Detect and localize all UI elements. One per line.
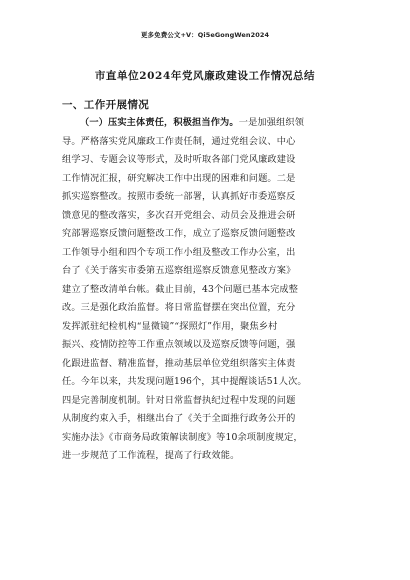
paragraph-line: 振兴、疫情防控等工作重点领域以及巡察反馈等问题，强 [62, 339, 296, 350]
paragraph-line: 四是完善制度机制。针对日常监督执纪过程中发现的问题 [62, 394, 296, 406]
paragraph-line: 化跟进监督、精准监督，推动基层单位党组织落实主体责 [62, 357, 296, 369]
paragraph-line: 发挥派驻纪检机构“显微镜”“探照灯”作用，聚焦乡村 [62, 320, 278, 332]
paragraph-line: 建立了整改清单台帐。截止目前，43个问题已基本完成整 [62, 283, 299, 295]
paragraph-line: 馈意见的整改落实，多次召开党组会、动员会及推进会研 [62, 209, 296, 221]
paragraph-line: 实施办法》《市商务局政策解读制度》等10余项制度规定， [62, 431, 303, 443]
paragraph-line: 台了《关于落实市委第五巡察组巡察反馈意见整改方案》 [62, 265, 296, 276]
paragraph-line: 改。三是强化政治监督。将日常监督摆在突出位置，充分 [62, 302, 296, 313]
paragraph-line: 任。今年以来，共发现问题196个，其中提醒谈话51人次。 [62, 376, 307, 387]
document-title: 市直单位2024年党风廉政建设工作情况总结 [94, 70, 316, 82]
paragraph-line: 抓实巡察整改。按照市委统一部署，认真抓好市委巡察反 [62, 191, 296, 202]
paragraph-line [62, 114, 350, 133]
paragraph-line: 工作领导小组和四个专项工作小组及整改工作办公室，出 [62, 246, 296, 258]
paragraph-line: 导。严格落实党风廉政工作责任制，通过党组会议、中心 [62, 135, 296, 147]
paragraph-body [62, 114, 350, 466]
paragraph-line: 工作情况汇报，研究解决工作中出现的困难和问题。二是 [62, 172, 296, 184]
paragraph-line: 究部署巡察反馈问题整改工作，成立了巡察反馈问题整改 [62, 228, 296, 239]
header-note: 更多免费公文+V：Qi5eGongWen2024 [140, 31, 270, 39]
paragraph-line: 从制度约束入手，相继出台了《关于全面推行政务公开的 [62, 413, 296, 424]
sub-heading-responsibility: （一）压实主体责任，积极担当作为。 [80, 117, 239, 128]
section-heading-work-status: 一、工作开展情况 [62, 99, 150, 111]
paragraph-line-text: 一是加强组织领 [238, 117, 305, 128]
paragraph-line: 进一步规范了工作流程，提高了行政效能。 [62, 450, 240, 461]
paragraph-line: 组学习、专题会议等形式，及时听取各部门党风廉政建设 [62, 154, 296, 165]
